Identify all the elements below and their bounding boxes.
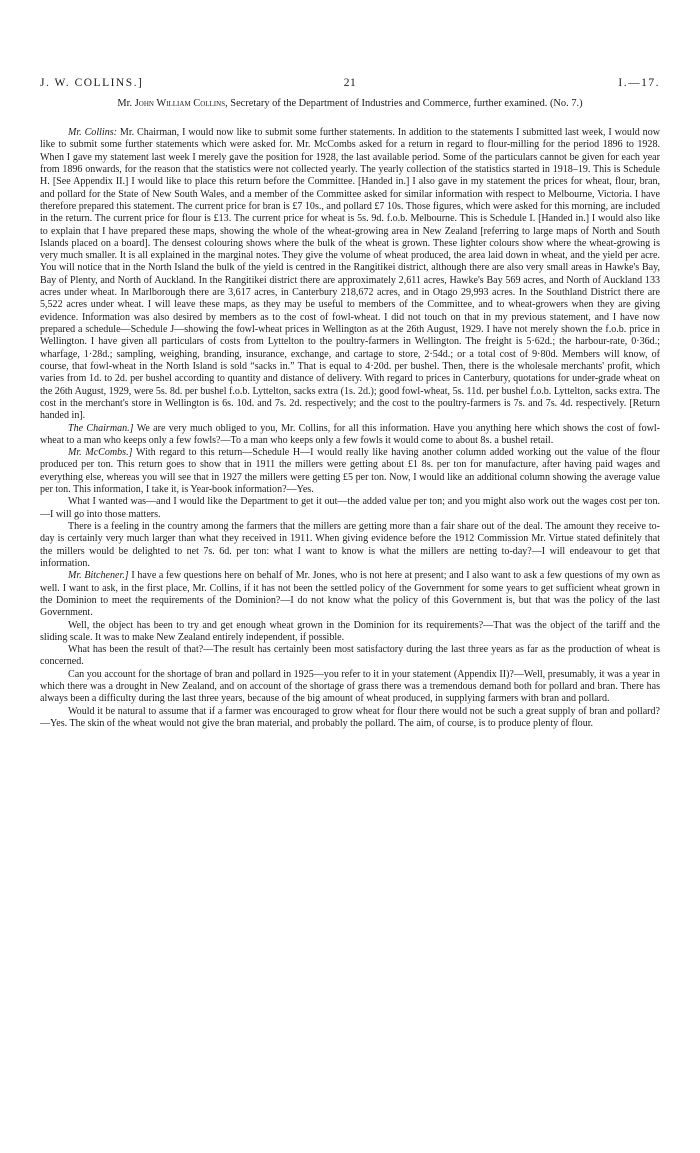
title-rest: , Secretary of the Department of Industries and Commerce, further examined. (No. 7.) <box>225 98 583 109</box>
header-witness: J. W. COLLINS.] <box>40 77 144 89</box>
paragraph-text: I have a few questions here on behalf of Mr. Jones, who is not here at present; and I also want to ask a few questions of my own as well. I want to ask, in the first place, Mr. Collins, if it has not been the settled policy of the Government for some years to get sufficient wheat grown in the Dominion to meet the requirements of the Dominion?—I do not know what the policy of this Government is, but that was the policy of the last Government. <box>40 570 660 619</box>
paragraph-text: Can you account for the shortage of bran and pollard in 1925—you refer to it in your statement (Appendix II)?—Well, presumably, it was a year in which there was a drought in New Zealand, and on account of the shortage of grass there was a tremendous demand both for pollard and bran. There has always been a difficulty during the last three years, because of the big amount of wheat produced, in supplying farmers with bran and pollard. <box>40 668 660 705</box>
title-prefix: Mr. <box>117 98 133 109</box>
paragraph-text: What I wanted was—and I would like the Department to get it out—the added value per ton; and you might also work out the wages cost per ton.—I will go into those matters. <box>40 496 660 520</box>
transcript-paragraph <box>40 620 660 645</box>
paragraph-text: With regard to this return—Schedule H—I would really like having another column added working out the value of the flour produced per ton. This return goes to show that in 1911 the millers were getting about £1 8s. per ton for manufacture, after having paid wages and everything else, whereas you will see that in 1927 the millers were getting £5 per ton. Now, I would like an additional column showing the average value per ton. This information, I take it, is Year-book information?—Yes. <box>40 447 660 496</box>
speaker-label: Mr. McCombs.] <box>68 447 133 459</box>
transcript-paragraph <box>40 669 660 706</box>
transcript-paragraph <box>40 127 660 423</box>
page-header <box>40 77 660 93</box>
page-number: 21 <box>343 77 357 89</box>
transcript-body <box>40 127 660 730</box>
paper-reference: I.—17. <box>618 77 660 89</box>
transcript-paragraph <box>40 447 660 496</box>
paragraph-text: Would it be natural to assume that if a farmer was encouraged to grow wheat for flour there would not be such a great supply of bran and pollard?—Yes. The skin of the wheat would not give the bran material, and probably the pollard. The aim, of course, is to produce plenty of flour. <box>40 705 660 729</box>
transcript-paragraph <box>40 423 660 448</box>
speaker-label: The Chairman.] <box>68 422 134 434</box>
paragraph-text: We are very much obliged to you, Mr. Collins, for all this information. Have you anything here which shows the cost of fowl-wheat to a man who keeps only a few fowls?—To a man who keeps only a few fowls it would come to about 8s. a bushel retail. <box>40 422 660 446</box>
transcript-paragraph <box>40 706 660 731</box>
speaker-label: Mr. Collins: <box>68 127 117 138</box>
witness-name: John William Collins <box>134 98 226 109</box>
witness-title <box>40 98 660 110</box>
paragraph-text: There is a feeling in the country among the farmers that the millers are getting more than a fair share out of the deal. The amount they receive to-day is certainly very much larger than what they received in 1911. When giving evidence before the 1912 Commission Mr. Virtue stated definitely that the millers would be delighted to net 7s. 6d. per ton: what I want to know is what the millers are netting to-day?—I will endeavour to get that information. <box>40 521 660 569</box>
paragraph-text: Well, the object has been to try and get enough wheat grown in the Dominion for its requirements?—That was the object of the tariff and the sliding scale. It was to make New Zealand entirely independent, if possible. <box>40 619 660 643</box>
paragraph-text: Mr. Chairman, I would now like to submit some further statements. In addition to the statements I submitted last week, I would now like to submit some further statements which were asked for. Mr. McCombs asked for a return in regard to flour-milling for the period 1896 to 1928. When I gave my statement last week I merely gave the position for 1928, the last available period. Some of the particulars cannot be given for each year from 1896 onwards, for the reason that the statistics were not collected yearly. The yearly collection of the statistics started in 1918–19. This is Schedule H. [See Appendix II.] I would like to place this return before the Committee. [Handed in.] I also gave in my statement the prices for wheat, flour, bran, and pollard for the State of New South Wales, and a member of the Committee asked for similar information with respect to Melbourne, Victoria. I have therefore prepared this statement. The current price for bran is £7 10s., and pollard £7 10s. Those figures, which were asked for this morning, are included in the return. The current price for flour is £13. The current price for wheat is 5s. 9d. f.o.b. Melbourne. This is Schedule I. [Handed in.] I would also like to explain that I have prepared these maps, showing the whole of the wheat-growing area in New Zealand [referring to large maps of North and South Islands placed on a board]. The densest colouring shows where the bulk of the wheat is grown. These lighter colours show where the wheat-growing is very much smaller. It is all explained in the marginal notes. They give the volume of wheat produced, the area laid down in wheat, and the yield per acre. You will notice that in the North Island the bulk of the yield is centred in the Rangitikei district, although there are also very small areas in Hawke's Bay, Bay of Plenty, and North of Auckland. In the Rangitikei district there are approximately 2,611 acres, Hawke's Bay 569 acres, and North of Auckland 133 acres under wheat. In Marlborough there are 3,617 acres, in Canterbury 218,672 acres, and in Otago 29,993 acres. In the Southland District there are 5,522 acres under wheat. I will leave these maps, as they may be useful to members of the Committee, and to wheat-growers when they are giving evidence. Information was also desired by members as to the cost of fowl-wheat. I did not touch on that in my previous statement, and I have now prepared a schedule—Schedule J—showing the fowl-wheat prices in Wellington as at the 26th August, 1929. I have not merely shown the f.o.b. price in Wellington. I have given all particulars of costs from Lyttelton to the poultry-farmers in Wellington. The freight is 5·62d.; the harbour-rate, 0·36d.; wharfage, 1·28d.; sampling, weighing, branding, insurance, exchange, and cartage to store, 2·54d.; or a total cost of 9·80d. Members will know, of course, that fowl-wheat in the North Island is sold “sacks in.” That is equal to 4·20d. per bushel. Then, there is the wholesale merchants' profit, which varies from 1d. to 2d. per bushel according to quantity and distance of delivery. With regard to prices in Canterbury, quotations for under-grade wheat on the 26th August, 1929, were 5s. 8d. per bushel f.o.b. Lyttelton, sacks extra (1s. 2d.); good fowl-wheat, 5s. 11d. per bushel f.o.b. Lyttelton, sacks extra. The cost in the merchant's store in Wellington is 6s. 10d. and 7s. 2d. respectively; and the cost to the poultry-farmers is 7s. and 7s. 4d. respectively. [Return handed in]. <box>40 127 660 422</box>
transcript-paragraph <box>40 570 660 619</box>
transcript-paragraph <box>40 644 660 669</box>
paragraph-text: What has been the result of that?—The result has certainly been most satisfactory during the last three years as far as the production of wheat is concerned. <box>40 644 660 668</box>
speaker-label: Mr. Bitchener.] <box>68 570 129 582</box>
transcript-paragraph <box>40 521 660 570</box>
transcript-paragraph <box>40 496 660 521</box>
